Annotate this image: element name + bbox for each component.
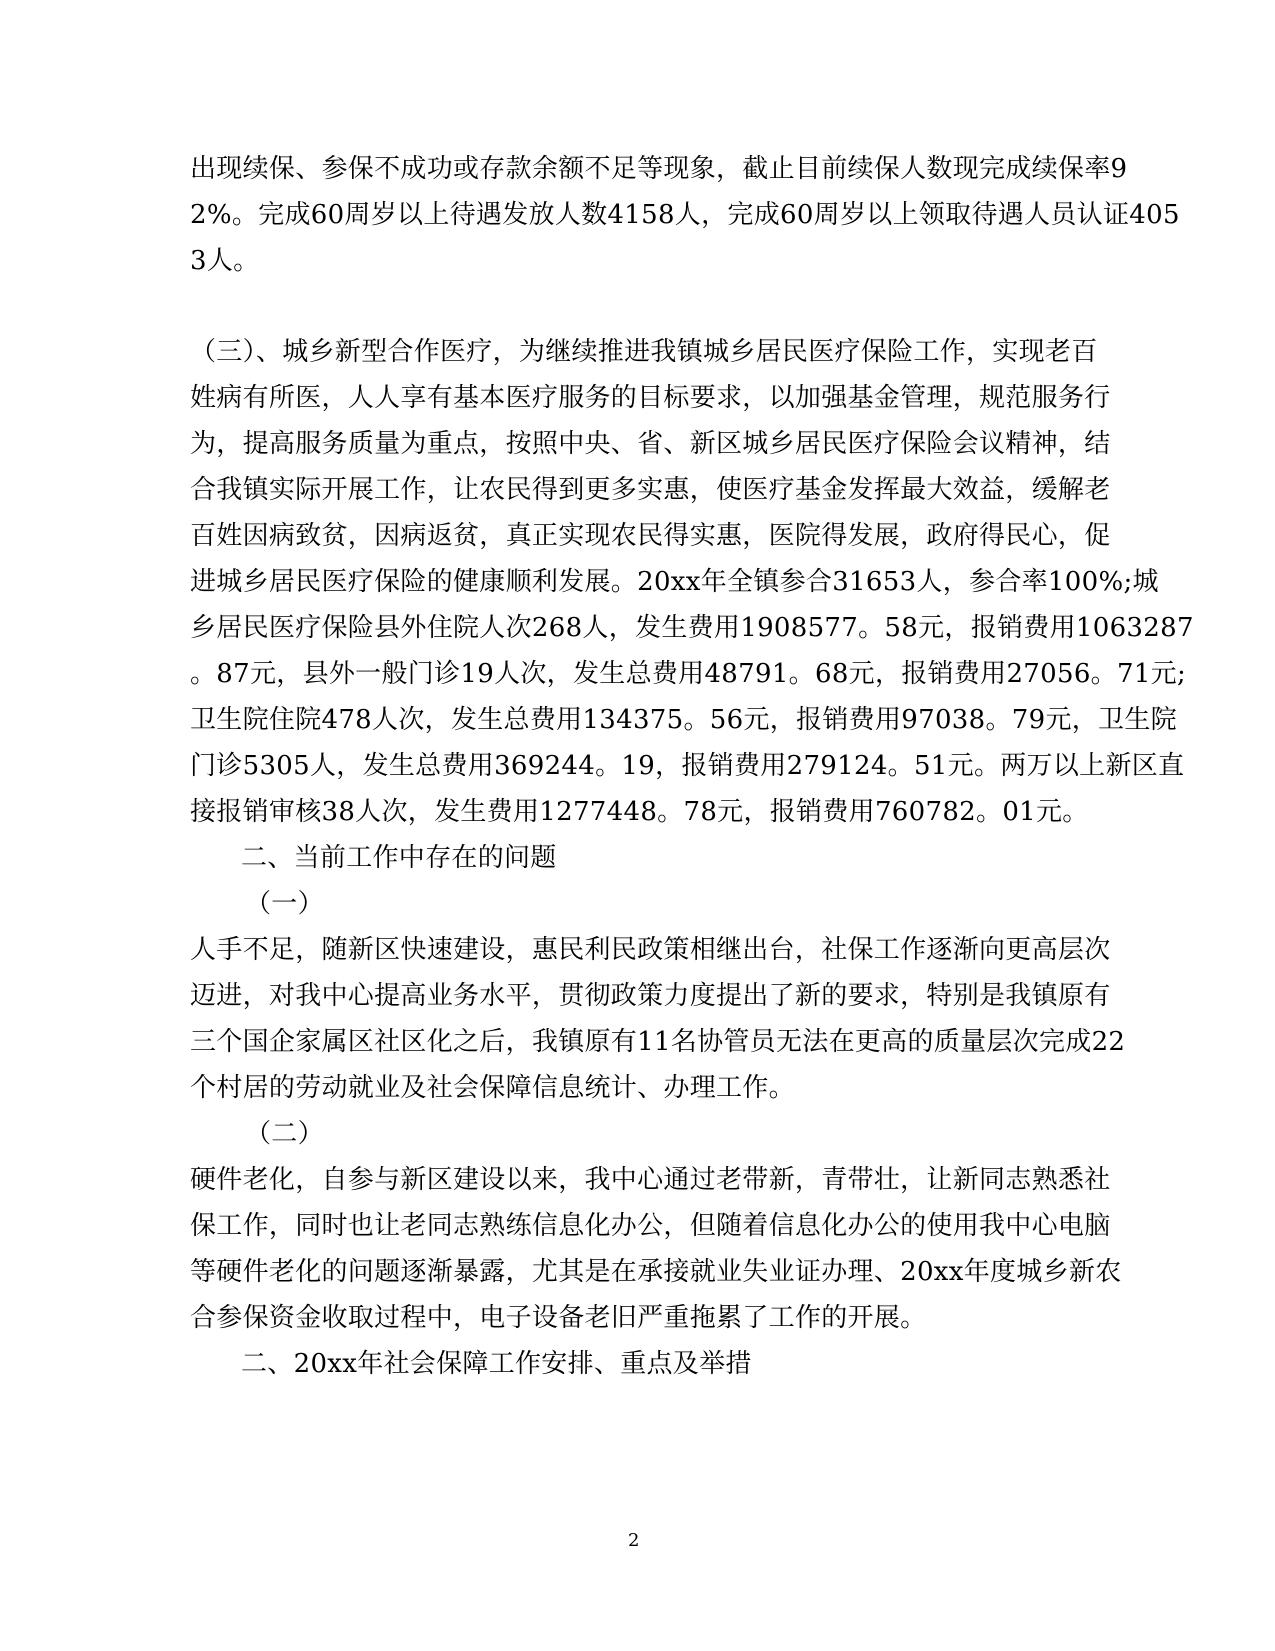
paragraph-3-line-3: 三个国企家属区社区化之后，我镇原有11名协管员无法在更高的质量层次完成22 [190, 1027, 1126, 1057]
paragraph-4-line-4: 合参保资金收取过程中，电子设备老旧严重拖累了工作的开展。 [190, 1303, 927, 1333]
paragraph-4-line-3: 等硬件老化的问题逐渐暴露，尤其是在承接就业失业证办理、20xx年度城乡新农 [190, 1257, 1122, 1287]
paragraph-2-line-5: 百姓因病致贫，因病返贫，真正实现农民得实惠，医院得发展，政府得民心，促 [190, 521, 1111, 551]
paragraph-3-line-4: 个村居的劳动就业及社会保障信息统计、办理工作。 [190, 1073, 795, 1103]
paragraph-2-line-10: 门诊5305人，发生总费用369244。19，报销费用279124。51元。两万以上新区直 [190, 751, 1185, 781]
page-number: 2 [628, 1530, 640, 1551]
paragraph-1-line-3: 3人。 [190, 246, 260, 276]
section-heading-plan: 二、20xx年社会保障工作安排、重点及举措 [241, 1349, 752, 1379]
paragraph-1-line-1: 出现续保、参保不成功或存款余额不足等现象，截止目前续保人数现完成续保率9 [190, 154, 1128, 184]
paragraph-2-line-3: 为，提高服务质量为重点，按照中央、省、新区城乡居民医疗保险会议精神，结 [190, 429, 1111, 459]
paragraph-2-line-8: 。87元，县外一般门诊19人次，发生总费用48791。68元，报销费用27056。71元; [190, 659, 1187, 689]
paragraph-3-line-1: 人手不足，随新区快速建设，惠民利民政策相继出台，社保工作逐渐向更高层次 [190, 935, 1111, 965]
paragraph-2-line-7: 乡居民医疗保险县外住院人次268人，发生费用1908577。58元，报销费用1063287 [190, 613, 1194, 643]
paragraph-2-line-9: 卫生院住院478人次，发生总费用134375。56元，报销费用97038。79元，卫生院 [190, 705, 1177, 735]
subsection-marker-1: （一） [245, 889, 324, 919]
paragraph-3-line-2: 迈进，对我中心提高业务水平，贯彻政策力度提出了新的要求，特别是我镇原有 [190, 981, 1111, 1011]
paragraph-2-line-1: （三）、城乡新型合作医疗，为继续推进我镇城乡居民医疗保险工作，实现老百 [190, 337, 1098, 367]
paragraph-1-line-2: 2%。完成60周岁以上待遇发放人数4158人，完成60周岁以上领取待遇人员认证405 [190, 200, 1180, 230]
paragraph-2-line-11: 接报销审核38人次，发生费用1277448。78元，报销费用760782。01元。 [190, 797, 1089, 827]
paragraph-4-line-1: 硬件老化，自参与新区建设以来，我中心通过老带新，青带壮，让新同志熟悉社 [190, 1165, 1111, 1195]
paragraph-2-line-4: 合我镇实际开展工作，让农民得到更多实惠，使医疗基金发挥最大效益，缓解老 [190, 475, 1111, 505]
paragraph-2-line-2: 姓病有所医，人人享有基本医疗服务的目标要求，以加强基金管理，规范服务行 [190, 383, 1111, 413]
subsection-marker-2: （二） [245, 1119, 324, 1149]
section-heading-problems: 二、当前工作中存在的问题 [241, 843, 557, 873]
paragraph-4-line-2: 保工作，同时也让老同志熟练信息化办公，但随着信息化办公的使用我中心电脑 [190, 1211, 1111, 1241]
paragraph-2-line-6: 进城乡居民医疗保险的健康顺利发展。20xx年全镇参合31653人，参合率100%;城 [190, 567, 1159, 597]
